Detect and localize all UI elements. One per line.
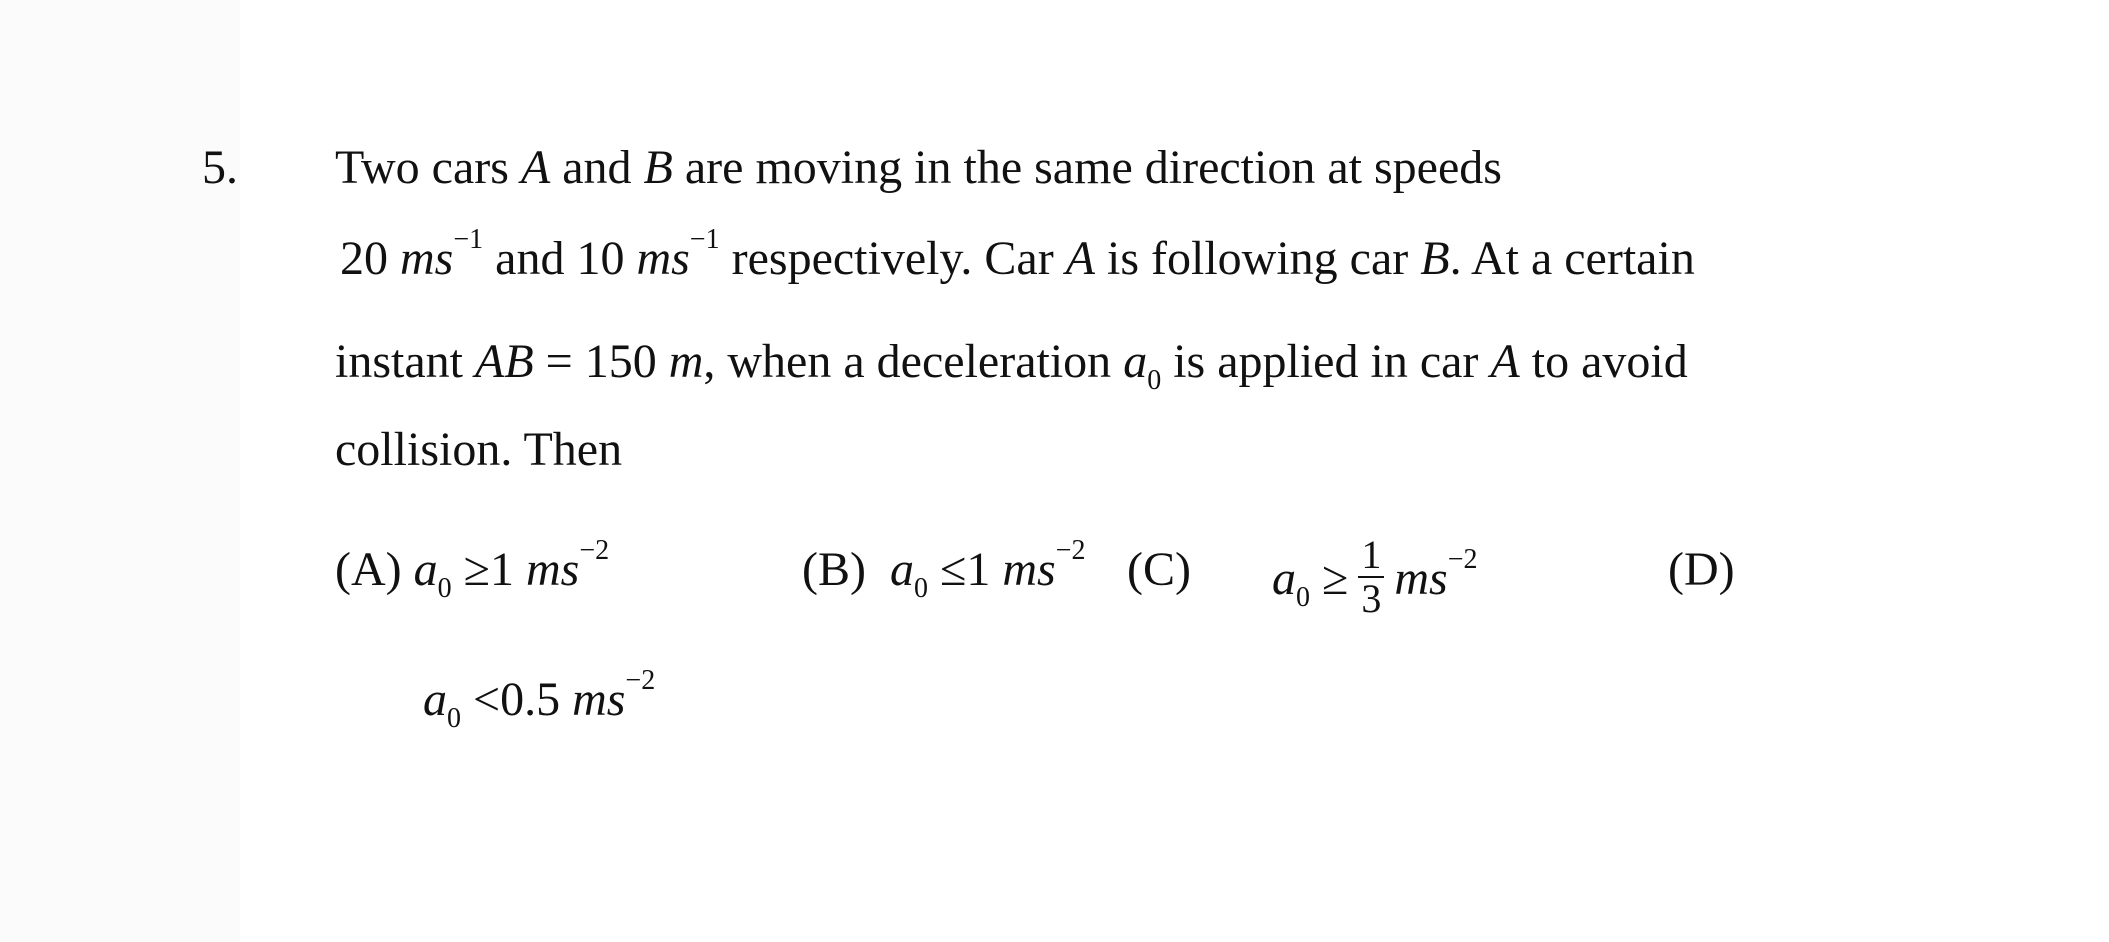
option-label: (B) (802, 543, 866, 596)
text: = 150 (533, 335, 669, 388)
unit: m (668, 335, 704, 388)
text: . At a certain (1449, 232, 1695, 285)
text: and (550, 141, 644, 194)
text: and 10 (483, 232, 637, 285)
unit: ms (400, 232, 454, 285)
subscript: 0 (913, 573, 928, 604)
text: , when a deceleration (703, 335, 1124, 388)
car-b: B (643, 141, 673, 194)
relation: ≥1 (451, 543, 526, 596)
deceleration-symbol: a (1123, 335, 1148, 388)
relation: ≤1 (927, 543, 1003, 596)
option-a[interactable] (335, 535, 610, 604)
speed-a-value: 20 (340, 232, 400, 285)
option-b[interactable] (802, 535, 1086, 604)
car-a: A (1065, 232, 1095, 285)
question-line-1 (335, 138, 1502, 198)
car-a: A (520, 141, 551, 194)
text: respectively. Car (719, 232, 1066, 285)
car-a: A (1490, 335, 1520, 388)
option-d-label[interactable]: (D) (1668, 543, 1735, 596)
text: are moving in the same direction at speeds (672, 141, 1502, 194)
question-line-4: collision. Then (335, 423, 623, 476)
subscript: 0 (1296, 582, 1310, 614)
subscript: 0 (447, 703, 461, 734)
exponent: −1 (453, 224, 484, 255)
exponent: −1 (689, 224, 720, 255)
text: to avoid (1519, 335, 1688, 388)
text: is applied in car (1161, 335, 1491, 388)
option-label: (A) (335, 543, 402, 596)
denominator: 3 (1361, 576, 1382, 621)
symbol: a (1272, 552, 1296, 606)
question-line-3 (335, 332, 1688, 396)
question-number: 5. (202, 141, 238, 194)
fraction (1358, 534, 1384, 620)
distance-ab: AB (475, 335, 534, 388)
exponent: −2 (579, 535, 610, 566)
unit: ms (1394, 552, 1448, 606)
text: is following car (1095, 232, 1421, 285)
subscript: 0 (1147, 365, 1162, 396)
unit: ms (636, 232, 690, 285)
exponent: −2 (625, 665, 656, 696)
symbol: a (423, 673, 447, 726)
unit: ms (525, 543, 580, 596)
car-b: B (1420, 232, 1450, 285)
unit: ms (1002, 543, 1056, 596)
symbol: a (889, 543, 914, 596)
question-line-2 (340, 224, 1695, 289)
exponent: −2 (1447, 544, 1478, 576)
subscript: 0 (437, 573, 452, 604)
numerator: 1 (1358, 534, 1384, 578)
symbol: a (413, 543, 438, 596)
option-d[interactable] (423, 665, 656, 734)
relation: ≥ (1310, 552, 1349, 606)
unit: ms (572, 673, 626, 726)
text: instant (335, 335, 475, 388)
relation: <0.5 (461, 673, 573, 726)
option-c[interactable] (1272, 532, 1478, 626)
exponent: −2 (1055, 535, 1086, 566)
text: Two cars (335, 141, 521, 194)
option-c-label[interactable]: (C) (1127, 543, 1191, 596)
